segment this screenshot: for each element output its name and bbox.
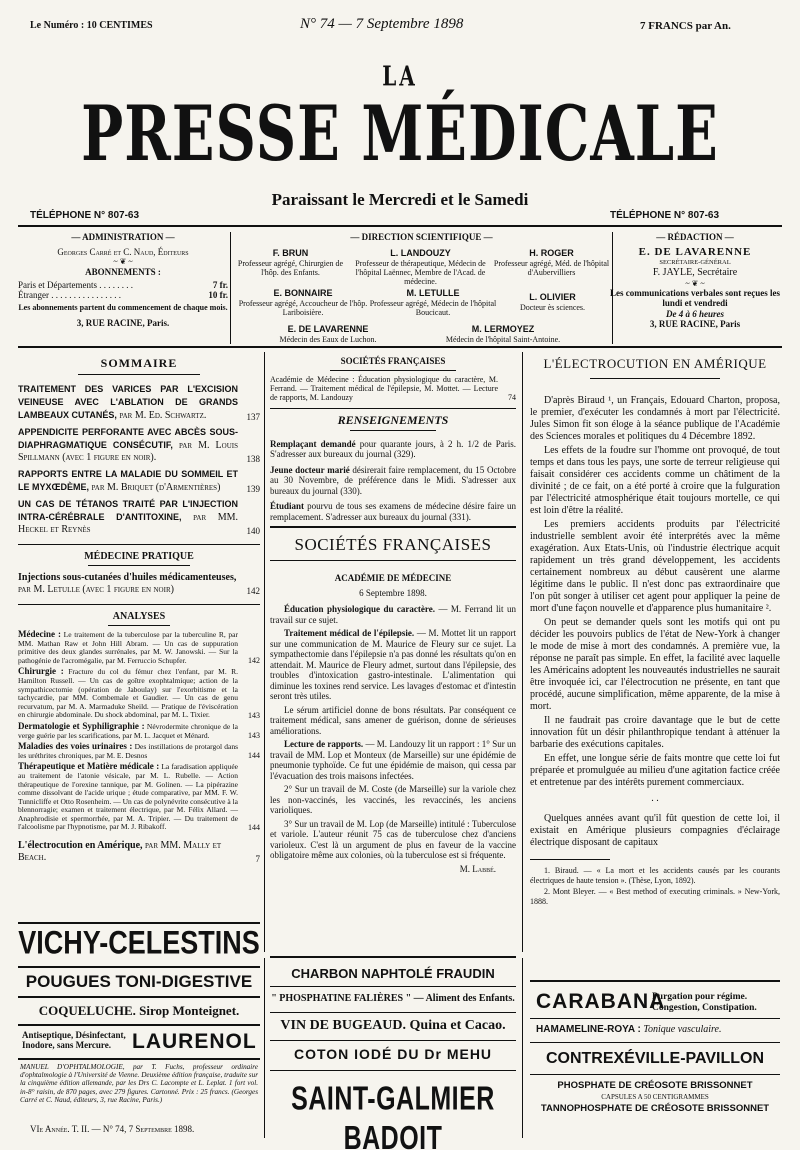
sommaire-author: par M. Louis Spillmann (avec 1 figure en noir). xyxy=(18,440,238,463)
sommaire-item xyxy=(18,468,260,494)
director-desc: Professeur agrégé, Accoucheur de l'hôp. Lariboisière. xyxy=(238,298,368,317)
administration-heading: — ADMINISTRATION — xyxy=(71,232,175,242)
ad-manuel-ophtalmologie: MANUEL D'OPHTALMOLOGIE, par T. Fuchs, professeur ordinaire d'ophtalmologie à l'Université de Vienne. Deuxième édition française, traduite sur la cinquième édition allemande, par les Drs C. Lacompte et L. Leplat. 1 fort vol. in-8° raisin, de 870 pages, avec 279 figures. Cartonné. Prix : 25 francs. (Georges Carré et C. Naud, éditeurs, 3, rue Racine, Paris.) xyxy=(20,1063,258,1104)
sommaire-page: 140 xyxy=(246,525,260,536)
analyses-item xyxy=(18,722,260,740)
subscription-note: Les abonnements partent du commencement de chaque mois. xyxy=(18,302,228,312)
rens-text: désirerait faire remplacement, du 15 Octobre au 30 Novembre, de préférence dans le Midi. S'adresser aux bureaux du journal (330). xyxy=(270,464,516,496)
societes-small-heading: SOCIÉTÉS FRANÇAISES xyxy=(340,356,446,366)
director-desc: Docteur ès sciences. xyxy=(519,302,586,312)
analyses-section: Dermatologie et Syphiligraphie : xyxy=(18,720,145,731)
director-desc: Médecin de l'hôpital Saint-Antoine. xyxy=(445,334,561,344)
pratique-author: par M. Letulle (avec 1 figure en noir) xyxy=(18,584,174,595)
ad-saint-galmier: SAINT-GALMIER BADOIT xyxy=(291,1080,495,1150)
analyses-page: 144 xyxy=(248,823,260,833)
redaction-heading: — RÉDACTION — xyxy=(656,232,734,242)
director-desc: Professeur agrégé, Médecin de l'hôpital Boucicaut. xyxy=(369,298,497,317)
analyses-page: 143 xyxy=(248,710,260,720)
pratique-title: Injections sous-cutanées d'huiles médicamenteuses, xyxy=(18,572,237,583)
sommaire-title: RAPPORTS ENTRE LA MALADIE DU SOMMEIL ET LE MYXŒDÈME, xyxy=(18,469,238,492)
admin-address: 3, RUE RACINE, Paris. xyxy=(76,317,170,328)
masthead-la: LA xyxy=(382,60,418,93)
foreign-price: 10 fr. xyxy=(208,290,228,300)
analyses-item xyxy=(18,667,260,720)
analyses-section: Médecine : xyxy=(18,629,61,639)
ad-antiseptic: Antiseptique, Désinfectant, Inodore, sans Mercure. xyxy=(22,1030,126,1050)
rens-head: Étudiant xyxy=(270,501,305,511)
academie-date: 6 Septembre 1898. xyxy=(359,587,427,598)
electrocution-item xyxy=(18,840,260,864)
academie-para xyxy=(270,784,516,816)
societes-entry-page: 74 xyxy=(508,392,516,402)
rens-head: Jeune docteur marié xyxy=(270,464,350,475)
foreign-label: Étranger . . . . . . . . . . . . . . . . xyxy=(18,290,121,300)
redaction-role: SECRÉTAIRE-GÉNÉRAL xyxy=(659,258,731,266)
sommaire-page: 139 xyxy=(246,483,260,494)
ad-carabana: CARABANA xyxy=(536,990,666,1013)
sommaire-item xyxy=(18,383,260,422)
sommaire-author: par M. Ed. Schwartz. xyxy=(119,410,207,421)
analyses-page: 144 xyxy=(248,751,260,761)
rens-item xyxy=(270,465,516,497)
director-name: L. LANDOUZY xyxy=(390,248,451,258)
academie-para-head: Lecture de rapports. xyxy=(284,739,364,749)
academie-heading: ACADÉMIE DE MÉDECINE xyxy=(334,573,452,583)
subscription-price: 7 FRANCS par An. xyxy=(640,20,731,32)
masthead-subtitle: Paraissant le Mercredi et le Samedi xyxy=(271,190,529,209)
rens-item xyxy=(270,501,516,522)
societes-entry xyxy=(270,375,516,402)
ad-coton-iode: COTON IODÉ DU Dr MEHU xyxy=(293,1046,493,1062)
analyses-text: Névrodermite chronique de la verge guérie par les scarifications, par M. L. Jacquet et Ménard. xyxy=(18,721,238,740)
analyses-section: Chirurgie : xyxy=(18,666,64,677)
telephone-left: TÉLÉPHONE N° 807-63 xyxy=(30,210,140,221)
sommaire xyxy=(18,356,260,864)
sommaire-author: par MM. Heckel et Reynès xyxy=(18,512,238,535)
direction-block xyxy=(233,232,610,344)
footnote: 1. Biraud. — « La mort et les accidents causés par les courants électriques de haute tension ». (Thèse, Lyon, 1892). xyxy=(530,866,780,885)
academie-signature: M. Labbé. xyxy=(459,863,496,874)
director-name: E. DE LAVARENNE xyxy=(287,324,369,334)
sommaire-item xyxy=(18,426,260,464)
rens-item xyxy=(270,439,516,460)
issue-price: Le Numéro : 10 CENTIMES xyxy=(30,20,153,31)
academie-para-text: — M. Mottet lit un rapport sur une communication de M. Maurice de Fleury sur ce sujet. La sympathectomie dans l'épilepsie n'a pas donné les résultats qu'on en attendait. M. Maurice de Fleury admet, surtout dans l'épilepsie, des troubles d'intoxication gastro-intestinale. L'alimentation qui diminue les toxines rend service. Les lavages d'estomac et d'intestin seront très utiles. xyxy=(270,628,516,701)
sommaire-item xyxy=(18,498,260,536)
academie-para-text: — M. Landouzy lit un rapport : 1° Sur un travail de MM. Lop et Monteux (de Marseille) sur une épidémie de pneumonie typhoïde. Ce fut une épidémie de maison, qui cessa par l'évacuation des trois maisons infectées. xyxy=(270,739,517,781)
rens-text: pourvu de tous ses examens de médecine désire faire un remplacement. S'adresser aux bureaux du journal (331). xyxy=(270,501,516,522)
redaction-secretary: F. JAYLE, Secrétaire xyxy=(652,266,738,278)
article-para: D'après Biraud ¹, un Français, Edouard Charton, proposa, le premier, d'exécuter les condamnés à mort par l'électricité. Jules Simon fit son éloge à la séance publique de l'Académie des Sciences morales et politiques du 4 Décembre 1892. xyxy=(530,395,780,442)
director-name: M. LERMOYEZ xyxy=(471,324,535,334)
academie-para-text: — M. Ferrand lit un travail sur ce sujet. xyxy=(270,604,517,625)
academie-para xyxy=(270,628,516,702)
ad-vichy: VICHY-CELESTINS xyxy=(18,924,260,961)
analyses-text: Des instillations de protargol dans les uréthrites chroniques, par M. E. Desnos xyxy=(18,742,239,760)
ad-hamameline xyxy=(536,1024,782,1035)
director-name: E. BONNAIRE xyxy=(273,288,333,298)
ad-hamameline-name: HAMAMELINE-ROYA : xyxy=(536,1024,641,1035)
ad-carabana-tag: Purgation pour régime. Congestion, Constipation. xyxy=(652,992,757,1013)
article-para: Les effets de la foudre sur l'homme ont provoqué, de tout temps et dans tous les pays, une sorte de terreur religieuse qui faisait considérer ces accidents comme un châtiment de la divinité ; de ce fait, on a été porté à croire que la fulguration par l'électricité atmosphérique était toujours mortelle, ce qui est loin d'être la réalité. xyxy=(530,445,780,516)
director-desc: Médecin des Eaux de Luchon. xyxy=(279,334,377,344)
analyses-page: 143 xyxy=(248,731,260,741)
analyses-text: Fracture du col du fémur chez l'enfant, par M. R. Hamilton Russell. — Un cas de goître exophtalmique; action de la sympathicectomie (opération de Jaboulay) sur l'exorbitisme et la tachycardie, par MM. Combemale et Gaudier. — Un cas de genu recurvatum, par M. A. Marmaduke Sheild. — Pratique de l'éviscération en chirurgie abdominale. Du shock abdominal, par M. L. Tixier. xyxy=(18,667,239,720)
article-para: En effet, une longue série de faits montre que cette loi fut préparée et promulguée au milieu d'une agitation factice créée et entretenue par des intérêts purement commerciaux. xyxy=(530,753,780,788)
analyses-item xyxy=(18,630,260,665)
ad-phosphatine: " PHOSPHATINE FALIÈRES " — Aliment des Enfants. xyxy=(271,993,515,1004)
ad-contrexeville: CONTREXÉVILLE-PAVILLON xyxy=(545,1050,765,1067)
academie-para-text: 2° Sur un travail de M. Coste (de Marseille) sur la variole chez les non-vaccinés, les vaccinés, les revaccinés, les anciens varioliques. xyxy=(270,784,516,815)
sommaire-title: APPENDICITE PERFORANTE AVEC ABCÈS SOUS-DIAPHRAGMATIQUE CONSÉCUTIF, xyxy=(18,427,238,450)
ad-pougues: POUGUES TONI-DIGESTIVE xyxy=(25,972,253,991)
footnote: 2. Mont Bleyer. — « Best method of executing criminals. » New-York, 1888. xyxy=(530,887,780,906)
paris-price: 7 fr. xyxy=(212,279,228,290)
redaction-director: E. DE LAVARENNE xyxy=(638,245,752,258)
redaction-hours: De 4 à 6 heures xyxy=(666,308,724,319)
analyses-text: Le traitement de la tuberculose par la tuberculine R, par MM. Mathan Raw et John Hill Abram. — Un cas de suppuration primitive des deux glandes surrénales, par M. W. Janowski. — Sur la pathogénie de l'acromégalie, par M. Ferruccio Schupfer. xyxy=(18,630,239,665)
sommaire-title: TRAITEMENT DES VARICES PAR L'EXCISION VEINEUSE AVEC L'ABLATION DE GRANDS LAMBEAUX CUTANÉS, xyxy=(18,384,238,420)
renseignements-heading: RENSEIGNEMENTS xyxy=(337,412,449,427)
pratique-item xyxy=(18,572,260,596)
telephone-right: TÉLÉPHONE N° 807-63 xyxy=(610,210,720,221)
academie-para xyxy=(270,819,516,861)
issue-number-date: N° 74 — 7 Septembre 1898 xyxy=(300,16,464,32)
redaction-address: 3, RUE RACINE, Paris xyxy=(649,319,741,329)
subscriptions-heading: ABONNEMENTS : xyxy=(85,267,161,277)
societes-big-heading: SOCIÉTÉS FRANÇAISES xyxy=(294,535,492,554)
direction-heading: — DIRECTION SCIENTIFIQUE — xyxy=(350,232,493,242)
ad-tannophosphate: TANNOPHOSPHATE DE CRÉOSOTE BRISSONNET xyxy=(540,1103,770,1114)
article-para: Les premiers accidents produits par l'électricité industrielle semblent avoir été interprétés avec la même exagération. Aux Etats-Unis, où l'industrie électrique acquit rapidement un très grand développement, les accidents certainement nombreux au début causèrent une alarme légitime dans le public. Il n'est donc pas extraordinaire que l'on pût songer à utiliser cet agent pour appliquer la peine de mort d'une façon nouvelle et d'apparence plus humanitaire ². xyxy=(530,519,780,614)
ad-charbon: CHARBON NAPHTOLÉ FRAUDIN xyxy=(291,966,495,981)
director-desc: Professeur de thérapeutique, Médecin de l'hôpital Laënnec, Membre de l'Acad. de médecine. xyxy=(355,258,486,286)
ad-laurenol: LAURENOL xyxy=(132,1030,257,1053)
academie-para-head: Éducation physiologique du caractère. xyxy=(284,604,435,614)
article-para: On peut se demander quels sont les motifs qui ont pu décider les pouvoirs publics de l'état de New-York à changer le mode de mise à mort des condamnés. A première vue, la réponse ne paraît pas simple. En effet, la facilité avec laquelle les Américains adoptent les nouveautés industrielles ne saurait être invoquée ici, car l'électrocution ne présente, en tant que procédé, aucune simplification, même apparente, de la mise à mort. xyxy=(530,617,780,712)
director-name: H. ROGER xyxy=(529,248,574,258)
societes-entry-text: Académie de Médecine : Éducation physiologique du caractère, M. Ferrand. — Traitement médical de l'épilepsie, M. Mottet. — Lecture de rapports, M. Landouzy xyxy=(270,374,498,402)
right-column xyxy=(530,356,780,906)
section-dots: . . xyxy=(651,793,659,804)
analyses-item xyxy=(18,762,260,832)
academie-para xyxy=(270,739,516,781)
academie-para xyxy=(270,705,516,737)
academie-para-text: 3° Sur un travail de M. Lop (de Marseille) intitulé : Tuberculose et variole. L'auteur réunit 75 cas de tuberculose chez d'anciens varioleux. C'est là un argument de plus en faveur de la vaccine obligatoire même aux colonies, où la tuberculose est si fréquente. xyxy=(270,818,516,860)
ad-bugeaud: VIN DE BUGEAUD. Quina et Cacao. xyxy=(280,1018,506,1033)
rens-text: pour quarante jours, à 2 h. 1/2 de Paris. S'adresser aux bureaux du journal (329). xyxy=(270,438,517,459)
director-name: M. LETULLE xyxy=(406,288,460,298)
ad-hamameline-tag: Tonique vasculaire. xyxy=(643,1024,722,1035)
academie-para-head: Traitement médical de l'épilepsie. xyxy=(284,628,415,638)
publishers: Georges Carré et C. Naud, Éditeurs xyxy=(57,246,189,257)
electrocution-heading: L'ÉLECTROCUTION EN AMÉRIQUE xyxy=(543,356,767,371)
sommaire-heading: SOMMAIRE xyxy=(100,356,178,370)
academie-para-text: Le sérum artificiel donne de bons résultats. Par conséquent ce traitement médical, sans amener de guérison, donne de sérieuses améliorations. xyxy=(270,704,516,736)
masthead-title: PRESSE MÉDICALE xyxy=(81,90,719,180)
electrocution-author: par MM. Mally et Beach. xyxy=(18,840,222,864)
redaction-block: — RÉDACTION — E. DE LAVARENNE SECRÉTAIRE-GÉNÉRAL F. JAYLE, Secrétaire ~ ❦ ~ Les communications verbales sont reçues les lundi et vendredi De 4 à 6 heures 3, RUE RACINE, Paris xyxy=(605,232,785,330)
analyses-section: Maladies des voies urinaires : xyxy=(18,741,133,752)
rens-head: Remplaçant demandé xyxy=(270,438,356,449)
sommaire-title: UN CAS DE TÉTANOS TRAITÉ PAR L'INJECTION INTRA-CÉRÉBRALE D'ANTITOXINE, xyxy=(18,499,238,522)
electrocution-title: L'électrocution en Amérique, xyxy=(18,840,143,852)
sommaire-page: 137 xyxy=(246,411,260,422)
analyses-text: La faradisation appliquée au traitement de l'atonie vésicale, par M. L. Rubelle. — Action thérapeutique de l'orexine tannique, par M. Golinen. — La pipérazine comme dissolvant de l'acide urique ; étude comparative, par MM. F. W. Tunnicliffe et Otto Rosenheim. — Un cas de polynévrite consécutive à la blennorragie; examen et traitement électrique, par M. Félix Allard. — Anaphrodisie et spermorrhée, par M. A. Tripier. — Du traitement de l'alcoolisme par l'hypnotisme, par M. J. Ribakoff. xyxy=(18,762,239,832)
footer-volume: VIe Année. T. II. — N° 74, 7 Septembre 1898. xyxy=(30,1124,195,1134)
ad-creosote: PHOSPHATE DE CRÉOSOTE BRISSONNET xyxy=(557,1080,753,1091)
redaction-note: Les communications verbales sont reçues les lundi et vendredi xyxy=(609,287,781,308)
sommaire-author: par M. Briquet (d'Armentières) xyxy=(91,482,221,493)
pratique-page: 142 xyxy=(246,585,260,596)
analyses-item xyxy=(18,742,260,760)
analyses-section: Thérapeutique et Matière médicale : xyxy=(18,761,160,772)
director-name: F. BRUN xyxy=(272,248,309,258)
director-desc: Professeur agrégé, Chirurgien de l'hôp. des Enfants. xyxy=(237,258,344,277)
director-name: L. OLIVIER xyxy=(529,292,576,302)
paris-label: Paris et Départements . . . . . . . . xyxy=(18,279,133,290)
article-para: Quelques années avant qu'il fût question de cette loi, il existait en Amérique plusieurs compagnies d'éclairage électrique disposant de capitaux xyxy=(530,813,780,848)
academie-para xyxy=(270,604,516,625)
director-desc: Professeur agrégé, Méd. de l'hôpital d'Aubervilliers xyxy=(493,258,610,277)
pratique-heading: MÉDECINE PRATIQUE xyxy=(84,551,194,562)
article-para: Il ne faudrait pas croire davantage que le but de cette innovation fût un désir philanthropique tendant à atténuer la barbarie des exécutions capitales. xyxy=(530,715,780,750)
electrocution-page: 7 xyxy=(255,853,260,864)
analyses-heading: ANALYSES xyxy=(112,611,166,622)
sommaire-page: 138 xyxy=(246,453,260,464)
ad-coqueluche: COQUELUCHE. Sirop Monteignet. xyxy=(38,1003,240,1018)
middle-column xyxy=(270,356,516,874)
ad-capsules: CAPSULES A 50 CENTIGRAMMES xyxy=(601,1093,709,1101)
analyses-page: 142 xyxy=(248,656,260,666)
administration-block: — ADMINISTRATION — Georges Carré et C. Naud, Éditeurs ~ ❦ ~ ABONNEMENTS : Paris et Départements . . . . . . . . 7 fr. Étranger . . . . . . . . . . . . . . . . 10 fr. Les abonnements partent du commencement de chaque mois. 3, RUE RACINE, Paris. xyxy=(18,232,228,328)
